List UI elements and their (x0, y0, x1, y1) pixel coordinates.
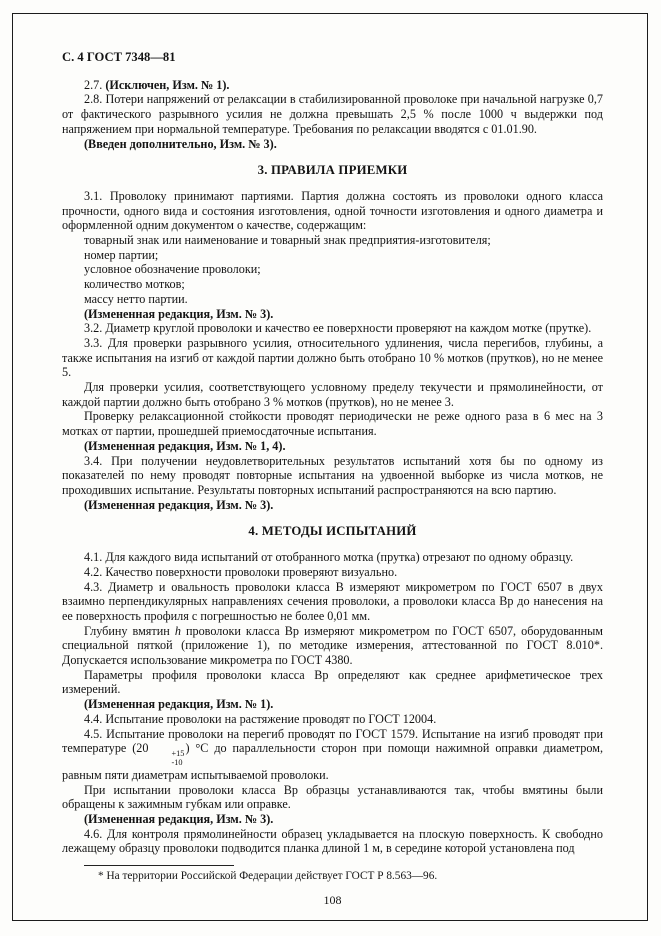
clause-3-3-note: (Измененная редакция, Изм. № 1, 4). (84, 438, 286, 453)
temperature-tolerance (148, 750, 185, 768)
clause-4-5-para-2: При испытании проволоки класса Вр образцы устанавливаются так, чтобы вмятины были обращены к зажимным губкам или оправке. (62, 782, 603, 812)
section-3-title: 3. ПРАВИЛА ПРИЕМКИ (257, 163, 408, 178)
clause-3-1-note: (Измененная редакция, Изм. № 3). (84, 306, 274, 321)
clause-3-4: 3.4. При получении неудовлетворительных результатов испытаний хотя бы по одному из показателей по нему проводят повторные испытания на удвоенной выборке из числа мотков, не проходивших испытание. Результаты повторных испытаний распространяются на всю партию. (62, 453, 603, 497)
clause-4-3: 4.3. Диаметр и овальность проволоки класса В измеряют микрометром по ГОСТ 6507 в двух взаимно перпендикулярных направлениях сечения проволоки, а проволоки класса Вр до нанесения на ее поверхность профиля с погрешностью не более 0,01 мм. (62, 579, 603, 623)
tolerance-upper: +15 (171, 749, 185, 759)
clause-4-5-note: (Измененная редакция, Изм. № 3). (84, 811, 274, 826)
section-4-title: 4. МЕТОДЫ ИСПЫТАНИЙ (248, 524, 417, 539)
page-header: С. 4 ГОСТ 7348—81 (62, 50, 176, 64)
list-item-batch-number: номер партии; (84, 247, 159, 262)
clause-3-1: 3.1. Проволоку принимают партиями. Партия должна состоять из проволоки одного класса прочности, одного вида и состояния изготовления, одной точности изготовления и одного диаметра и оформленной одним документом о качестве, содержащим: (62, 188, 603, 233)
clause-4-3-para-2 (62, 624, 603, 668)
temperature-text-before: 4.5. Испытание проволоки на перегиб проводят по ГОСТ 1579. Испытание на изгиб проводят при температуре (20 (62, 726, 603, 756)
variable-h: h (174, 623, 181, 638)
footnote-separator (84, 865, 234, 866)
footnote-text: * На территории Российской Федерации действует ГОСТ Р 8.563—96. (98, 870, 438, 883)
list-item-trademark: товарный знак или наименование и товарный знак предприятия-изготовителя; (84, 233, 491, 248)
clause-3-3-para-2: Для проверки усилия, соответствующего условному пределу текучести и прямолинейности, от каждой партии должно быть отобрано 3 % мотков (прутков), но не менее 3. (62, 380, 603, 409)
tolerance-lower: -10 (171, 758, 183, 768)
clause-3-3-para-3: Проверку релаксационной стойкости проводят периодически не реже одного раза в 6 мес на 3 мотках от партии, прошедшей приемосдаточные испытания. (62, 409, 603, 439)
page-number: 108 (323, 892, 342, 907)
clause-4-5 (62, 727, 603, 783)
clause-4-4: 4.4. Испытание проволоки на растяжение проводят по ГОСТ 12004. (84, 711, 437, 726)
clause-2-7-note: (Исключен, Изм. № 1). (105, 77, 230, 92)
clause-3-3: 3.3. Для проверки разрывного усилия, относительного удлинения, числа перегибов, глубины, а также испытания на изгиб от каждой партии должно быть отобрано 10 % мотков (прутков), но не менее 5. (62, 335, 603, 380)
clause-2-8-note: (Введен дополнительно, Изм. № 3). (84, 136, 277, 151)
clause-4-3-note: (Измененная редакция, Изм. № 1). (84, 697, 274, 712)
temperature-text-after: ) °С до параллельности сторон при помощи нажимной оправки диаметром, равным пяти диаметрам испытываемой проволоки. (62, 741, 603, 782)
clause-2-8: 2.8. Потери напряжений от релаксации в стабилизированной проволоке при начальной нагрузке 0,7 от фактического разрывного усилия не должна превышать 2,5 % после 1000 ч выдержки под напряжением при нормальной температуре. Требования по релаксации вводятся с 01.01.90. (62, 92, 603, 136)
clause-2-7 (62, 78, 603, 93)
clause-3-4-note: (Измененная редакция, Изм. № 3). (84, 497, 274, 512)
depth-text-before: Глубину вмятин (84, 623, 170, 638)
list-item-coil-count: количество мотков; (84, 277, 185, 292)
clause-4-6: 4.6. Для контроля прямолинейности образец укладывается на плоскую поверхность. К свободно лежащему образцу проволоки подводится планка длиной 1 м, в середине которой установлена под (62, 826, 603, 856)
clause-4-3-para-3: Параметры профиля проволоки класса Вр определяют как среднее арифметическое трех измерений. (62, 667, 603, 697)
page-content (62, 50, 603, 907)
clause-3-2: 3.2. Диаметр круглой проволоки и качество ее поверхности проверяют на каждом мотке (прутке). (84, 321, 592, 336)
depth-text-after: проволоки класса Вр измеряют микрометром по ГОСТ 6507, оборудованным специальной пяткой (приложение 1), по методике измерения, аттестованной по ГОСТ 8.010*. Допускается использование микрометра по ГОСТ 4380. (62, 623, 604, 668)
clause-4-2: 4.2. Качество поверхности проволоки проверяют визуально. (84, 564, 398, 579)
clause-2-7-number: 2.7. (84, 77, 103, 92)
list-item-net-mass: массу нетто партии. (84, 291, 188, 306)
clause-4-1: 4.1. Для каждого вида испытаний от отобранного мотка (прутка) отрезают по одному образцу. (84, 550, 574, 565)
list-item-designation: условное обозначение проволоки; (84, 262, 261, 277)
